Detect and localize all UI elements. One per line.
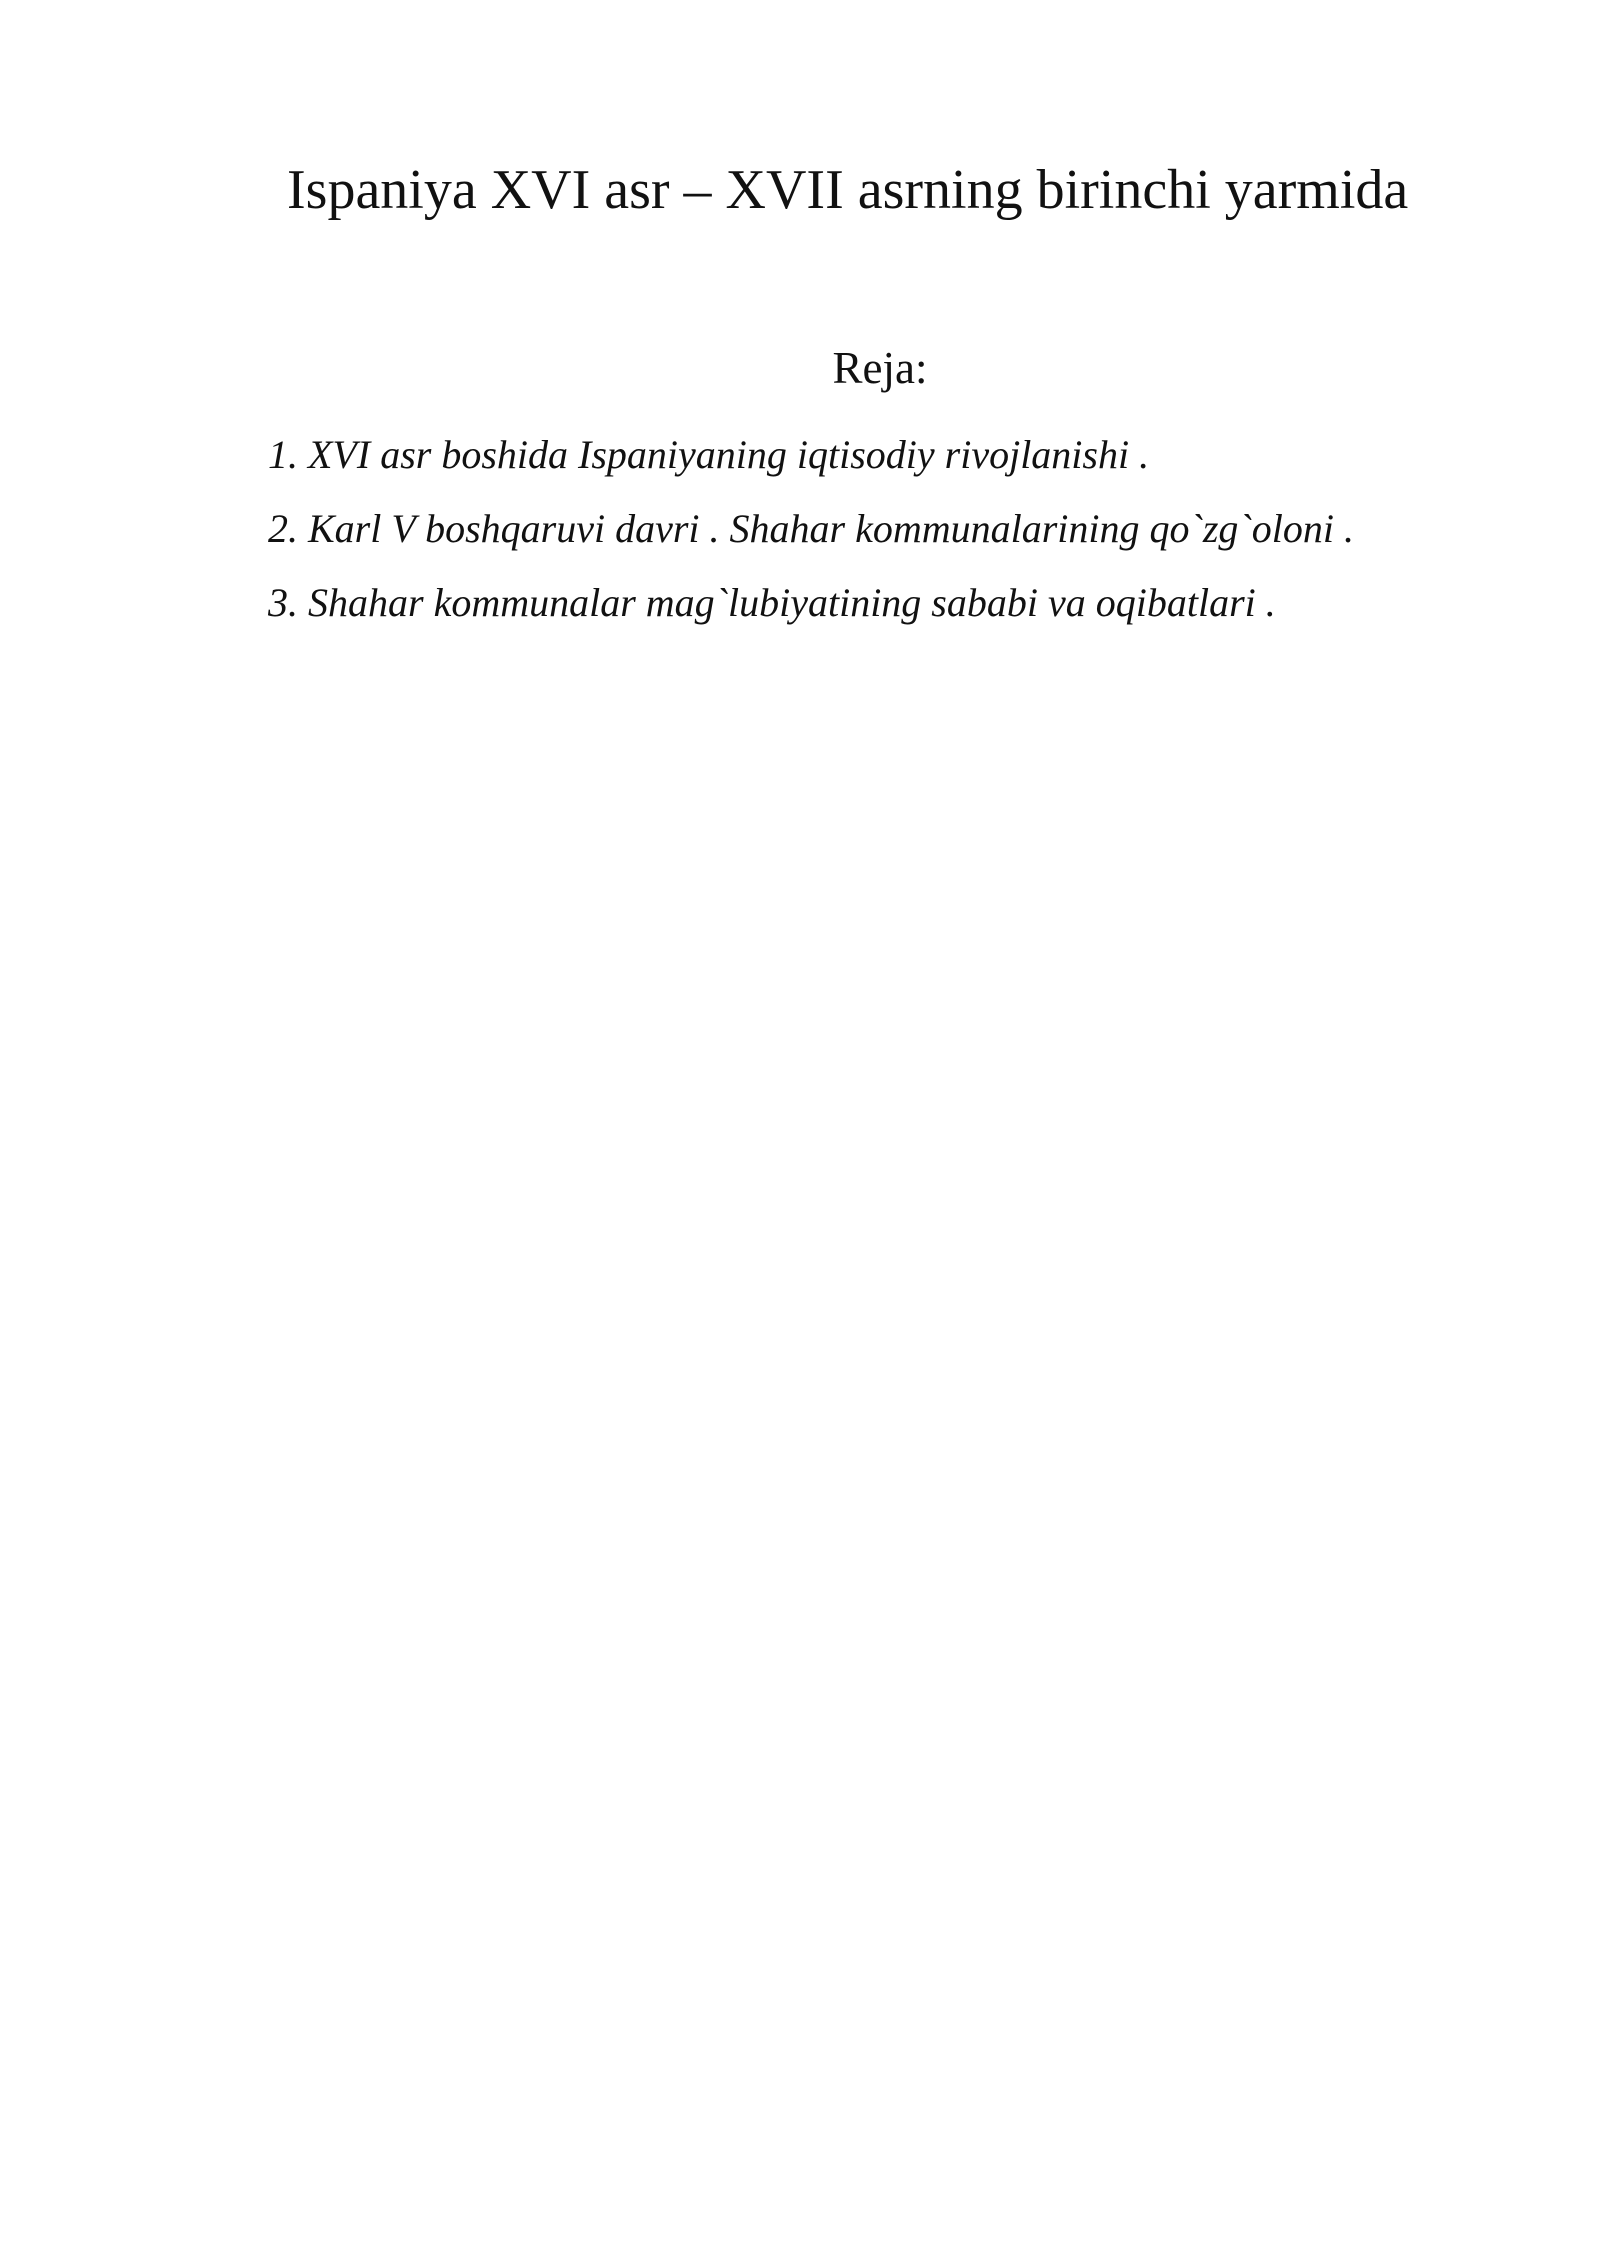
plan-list <box>268 418 1354 640</box>
plan-heading: Reja: <box>832 343 928 393</box>
document-title: Ispaniya XVI asr – XVII asrning birinchi yarmida <box>287 159 1409 221</box>
plan-item: 1. XVI asr boshida Ispaniyaning iqtisodiy rivojlanishi . <box>268 432 1150 477</box>
plan-item: 2. Karl V boshqaruvi davri . Shahar kommunalarining qo`zg`oloni . <box>268 506 1354 551</box>
plan-item: 3. Shahar kommunalar mag`lubiyatining sababi va oqibatlari . <box>268 580 1276 625</box>
